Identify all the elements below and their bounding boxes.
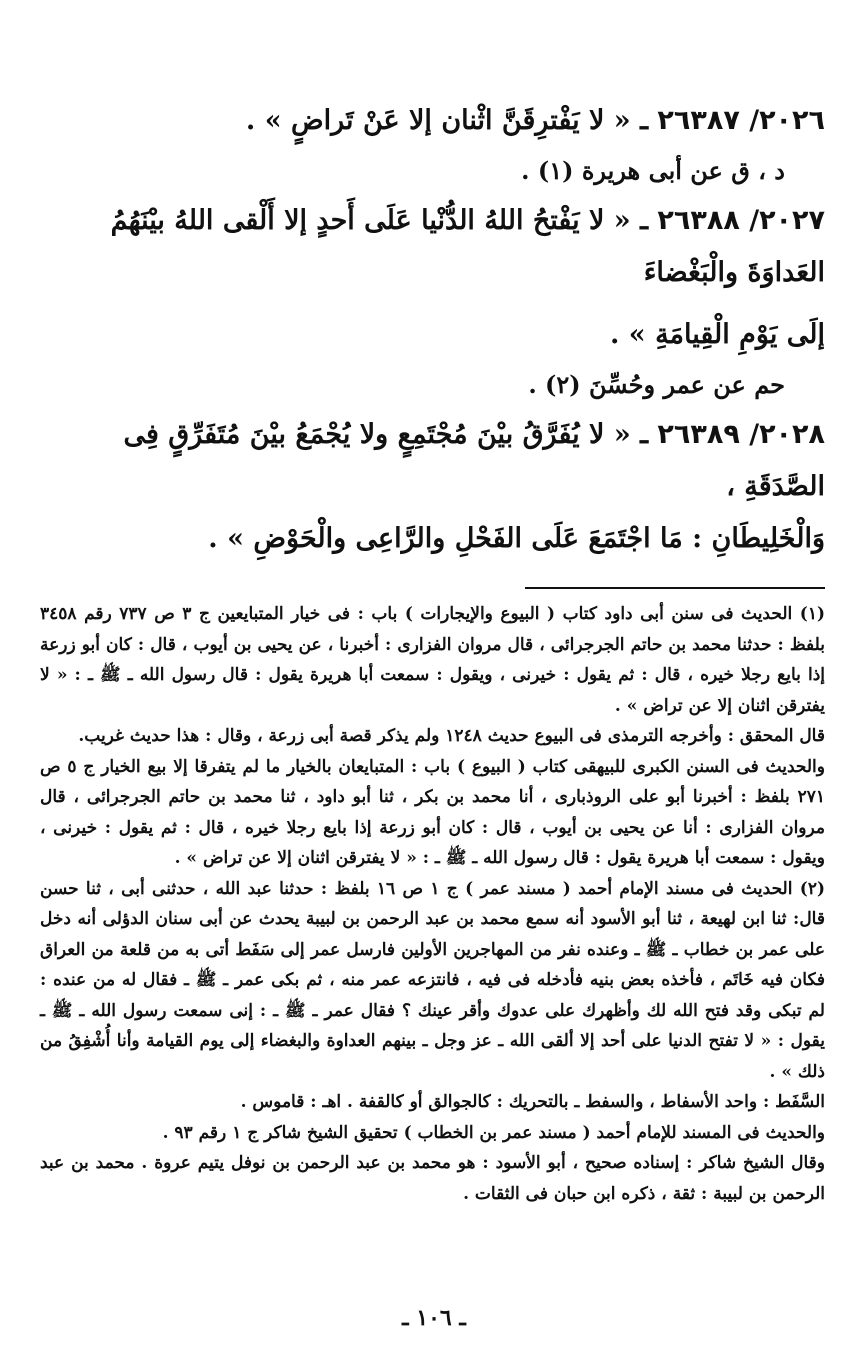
hadith-2027 [40,195,825,299]
page-number: ـ ١٠٦ ـ [402,1305,466,1331]
footnote-1: (١) الحديث فى سنن أبى داود كتاب ( البيوع والإيجارات ) باب : فى خيار المتبايعين ج ٣ ص ٧٣٧ رقم ٣٤٥٨ بلفظ : حدثنا محمد بن حاتم الجرجرائى ، قال مروان الفزارى : أخبرنا ، عن يحيى بن أيوب ، قال : كان أبو زرعة إذا بايع رجلا خيره ، قال : ثم يقول : خيرنى ، ويقول : سمعت أبا هريرة يقول : قال رسول الله ـ ﷺ ـ : « لا يفترقن اثنان إلا عن تراض » . [40,604,825,716]
hadith-continuation: وَالْخَلِيطَانِ : مَا اجْتَمَعَ عَلَى الفَحْلِ والرَّاعِى والْحَوْضِ » . [208,523,825,554]
footnote-2-shakir: وقال الشيخ شاكر : إسناده صحيح ، أبو الأسود : هو محمد بن عبد الرحمن بن نوفل يتيم عروة . محمد بن عبد الرحمن بن لبيبة : ثقة ، ذكره ابن حبان فى الثقات . [40,1153,825,1204]
footnote-1-verifier: قال المحقق : وأخرجه الترمذى فى البيوع حديث ١٢٤٨ ولم يذكر قصة أبى زرعة ، وقال : هذا حديث غريب. [78,726,825,746]
hadith-number: ٢٠٢٧/ ٢٦٣٨٨ [657,205,825,236]
page-body [40,95,825,1209]
footnote-2-definition: السَّفَط : واحد الأسفاط ، والسفط ـ بالتحريك : كالجوالق أو كالقفة . اهـ : قاموس . [240,1092,825,1112]
hadith-continuation: إلَى يَوْمِ الْقِيامَةِ » . [610,319,825,350]
hadith-text: ـ « لا يُفَرَّقُ بيْنَ مُجْتَمِعٍ ولا يُجْمَعُ بيْنَ مُتَفَرِّقٍ فِى الصَّدَقَةِ ، [123,419,825,502]
hadith-text: ـ « لا يَفْتحُ اللهُ الدُّنْيا عَلَى أَحدٍ إلا أَلْقى اللهُ بيْنَهُمُ العَداوَةَ والْبَغْضاءَ [110,205,825,288]
footnote-1-bayhaqi: والحديث فى السنن الكبرى للبيهقى كتاب ( البيوع ) باب : المتبايعان بالخيار ما لم يتفرقا إلا بيع الخيار ج ٥ ص ٢٧١ بلفظ : أخبرنا أبو على الروذبارى ، أنا محمد بن بكر ، ثنا أبو داود ، ثنا محمد بن حاتم الجرجرائى ، قال مروان الفزارى : أنا عن يحيى بن أيوب ، قال : كان أبو زرعة إذا بايع رجلا خيره ، قال : ثم يقول : خيرنى ، ويقول : سمعت أبا هريرة يقول : قال رسول الله ـ ﷺ ـ : « لا يفترقن اثنان إلا عن تراض » . [40,756,825,868]
footnote-2-musnad: والحديث فى المسند للإمام أحمد ( مسند عمر بن الخطاب ) تحقيق الشيخ شاكر ج ١ رقم ٩٣ . [162,1122,825,1143]
hadith-2028 [40,409,825,513]
footnote-separator [525,587,825,589]
hadith-2026 [40,95,825,147]
hadith-number: ٢٠٢٨/ ٢٦٣٨٩ [657,419,825,450]
hadith-source: حم عن عمر وحُسِّنَ (٢) . [528,370,785,399]
hadith-number: ٢٠٢٦/ ٢٦٣٨٧ [657,105,825,136]
footnote-2: (٢) الحديث فى مسند الإمام أحمد ( مسند عمر ) ج ١ ص ١٦ بلفظ : حدثنا عبد الله ، حدثنى أبى ، ثنا حسن قال: ثنا ابن لهيعة ، ثنا أبو الأسود أنه سمع محمد بن عبد الرحمن بن لبيبة يحدث عن أبى سنان الدؤلى أنه دخل على عمر بن خطاب ـ ﷺ ـ وعنده نفر من المهاجرين الأولين فارسل عمر إلى سَفَط أتى به من قلعة من العراق فكان فيه خَاتَم ، فأخذه بعض بنيه فأدخله فى فيه ، فانتزعه عمر منه ، ثم بكى عمر ـ ﷺ ـ فقال له من عنده : لم تبكى وقد فتح الله لك وأظهرك على عدوك وأقر عينك ؟ فقال عمر ـ ﷺ ـ : إنى سمعت رسول الله ـ ﷺ ـ يقول : « لا تفتح الدنيا على أحد إلا ألقى الله ـ عز وجل ـ بينهم العداوة والبغضاء إلى يوم القيامة وأنا أُشْفِقُ من ذلك » . [40,878,825,1082]
hadith-text: ـ « لا يَفْترِقَنَّ اثْنان إلا عَنْ تَراضٍ » . [245,105,658,136]
hadith-source: د ، ق عن أبى هريرة (١) . [521,156,785,185]
